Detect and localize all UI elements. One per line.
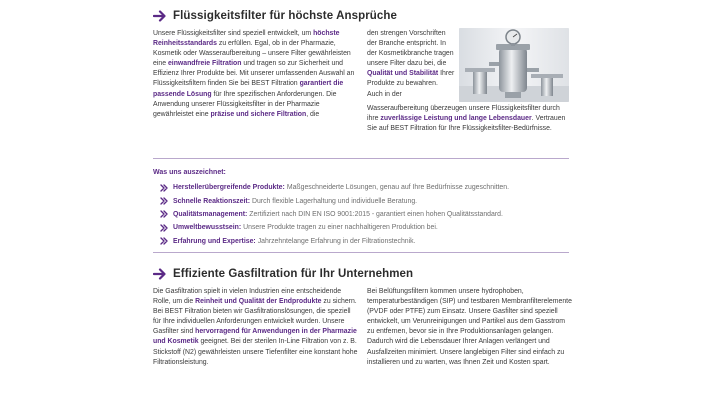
features-heading: Was uns auszeichnet: [153,169,226,176]
highlight-text: hervorragend für Anwendungen in der Pharmazie und Kosmetik [153,328,357,346]
feature-item [160,208,570,221]
section-heading-liquid [153,9,397,23]
section-title: Effiziente Gasfiltration für Ihr Unternehmen [173,268,414,280]
arrow-right-icon [153,267,167,281]
paragraph-left [153,287,359,368]
body-text: Ihrer Produkte zu bewahren. Auch in der [367,70,455,98]
feature-label: Qualitätsmanagement [173,210,245,218]
feature-label: Schnelle Reaktionszeit [173,197,248,205]
body-text: geeignet. Bei der sterilen In-Line Filtration von z. B. Stickstoff (N2) gewährleisten unsere Tiefenfilter eine konstant hohe Filtrationsleistung. [153,338,358,366]
paragraph-right-top [367,29,455,100]
highlight-text: garantiert die passende Lösung [153,80,344,98]
feature-item [160,221,570,234]
body-text: Wasseraufbereitung überzeugen unsere Flüssigkeitsfilter durch ihre [367,105,560,123]
section-divider [153,252,569,253]
paragraph-right-bottom [367,104,570,134]
body-text: zu sichern. Bei BEST Filtration bieten wir Gasfiltrationslösungen, die speziell für Ihre individuellen Anforderungen entwickelt wurden. Unsere Gasfilter sind [153,298,357,336]
feature-separator: : [282,184,285,192]
body-text: den strengen Vorschriften der Branche entspricht. In der Kosmetikbranche tragen unsere Filter dazu bei, die [367,30,454,68]
feature-label: Umweltbewusstsein [173,224,239,232]
section-divider [153,158,569,159]
feature-separator: : [245,210,248,218]
highlight-text: höchste Reinheitsstandards [153,30,340,48]
filter-equipment-image [459,28,569,102]
feature-item [160,181,570,194]
section-heading-gas [153,267,413,281]
feature-separator: : [247,197,250,205]
double-chevron-right-icon [160,224,168,232]
feature-label: Herstellerübergreifende Produkte [173,184,283,192]
body-text: und tragen so zur Sicherheit und Effizienz Ihrer Produkte bei. Mit unserer umfassenden Auswahl an Flüssigkeitsfiltern finden Sie bei BEST Filtration [153,60,355,88]
highlight-text: Qualität und Stabilität [367,70,439,78]
feature-item [160,194,570,207]
feature-description: Jahrzehntelange Erfahrung in der Filtrationstechnik. [257,237,416,245]
body-text: , die [306,110,320,118]
highlight-text: präzise und sichere Filtration [210,110,307,118]
paragraph-left [153,29,355,120]
arrow-right-icon [153,9,167,23]
feature-description: Unsere Produkte tragen zu einer nachhaltigeren Produktion bei. [243,224,438,232]
paragraph-right [367,287,572,368]
highlight-text: einwandfreie Filtration [167,60,242,68]
feature-description: Maßgeschneiderte Lösungen, genau auf Ihre Bedürfnisse zugeschnitten. [286,184,510,192]
double-chevron-right-icon [160,184,168,192]
feature-separator: : [253,237,256,245]
section-title: Flüssigkeitsfilter für höchste Ansprüche [173,10,398,22]
feature-description: Zertifiziert nach DIN EN ISO 9001:2015 - garantiert einen hohen Qualitätsstandard. [249,210,503,218]
double-chevron-right-icon [160,237,168,245]
feature-separator: : [238,224,242,232]
body-text: für Ihre spezifischen Anforderungen. Die Anwendung unserer Flüssigkeitsfilter in der Pharmazie gewährleistet eine [153,90,337,118]
feature-item [160,235,570,248]
body-text: . Vertrauen Sie auf BEST Filtration für Ihre Flüssigkeitsfilter-Bedürfnisse. [367,115,566,133]
highlight-text: Reinheit und Qualität der Endprodukte [195,298,322,306]
body-text: zu erfüllen. Egal, ob in der Pharmazie, Kosmetik oder Wasseraufbereitung – unsere Filter gewährleisten eine [153,40,351,68]
body-text: Bei Belüftungsfiltern kommen unsere hydrophoben, temperaturbeständigen (SIP) und testbaren Membranfilterelemente (PVDF oder PTFE) zum Einsatz. Unsere Gasfilter sind speziell entwickelt, um Verunreinigungen und Partikel aus dem Gasstrom zu entfernen, bevor sie in Ihre Produktionsanlagen gelangen. Dadurch wird die Lebensdauer Ihrer Anlagen verlängert und Ausfallzeiten minimiert. Unsere langlebigen Filter sind einfach zu installieren und zu warten, was Ihnen Zeit und Kosten spart. [367,288,572,366]
body-text: Die Gasfiltration spielt in vielen Industrien eine entscheidende Rolle, um die [153,288,342,306]
highlight-text: zuverlässige Leistung und lange Lebensdauer [380,115,532,123]
body-text: Unsere Flüssigkeitsfilter sind speziell entwickelt, um [153,30,314,37]
double-chevron-right-icon [160,197,168,205]
feature-description: Durch flexible Lagerhaltung und individuelle Beratung. [251,197,418,205]
features-list [160,181,570,248]
double-chevron-right-icon [160,210,168,218]
feature-label: Erfahrung und Expertise [173,237,254,245]
